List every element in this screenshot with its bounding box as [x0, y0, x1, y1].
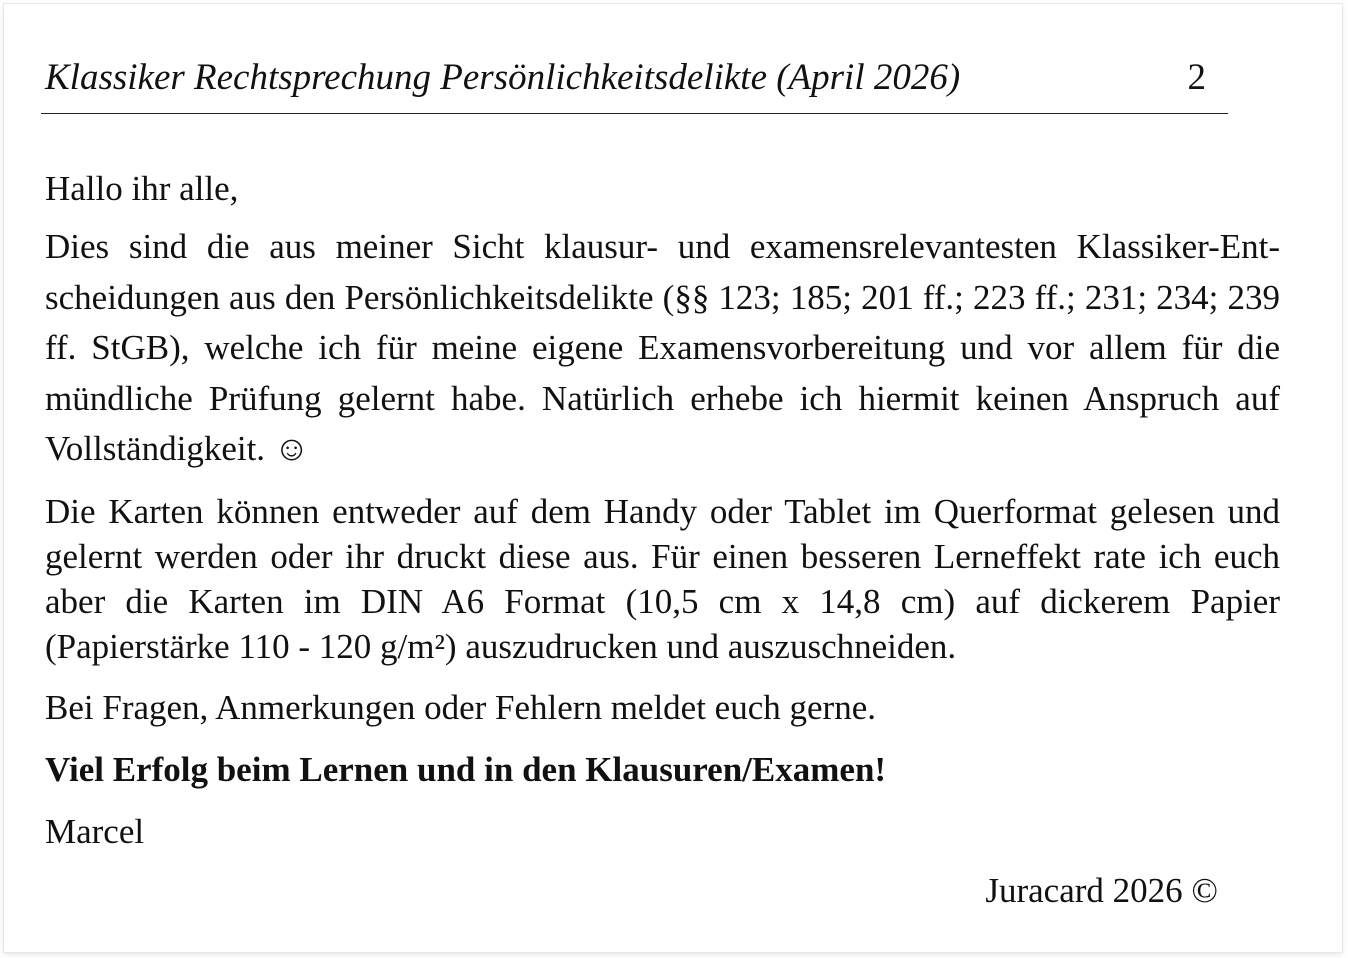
letter-body — [45, 164, 1280, 857]
page-number: 2 — [1187, 57, 1206, 98]
document-page — [4, 4, 1342, 952]
signature: Marcel — [45, 811, 145, 851]
header-title: Klassiker Rechtsprechung Persönlichkeitsdelikte (April 2026) — [45, 57, 961, 98]
closing-line: Viel Erfolg beim Lernen und in den Klausuren/Examen! — [45, 749, 887, 789]
greeting: Hallo ihr alle, — [45, 169, 239, 208]
questions-paragraph: Bei Fragen, Anmerkungen oder Fehlern meldet euch gerne. — [45, 687, 876, 727]
cards-paragraph: Die Karten können entweder auf dem Handy oder Tablet im Querformat gelesen und gelernt werden oder ihr druckt diese aus. Für einen besseren Lerneffekt rate ich euch aber die Karten im DIN A6 Format (10,5 cm x 14,8 cm) auf dickerem Papier (Papierstärke 110 - 120 g/m²) auszudrucken und auszuschneiden. — [45, 491, 1280, 666]
page-header — [41, 54, 1228, 114]
intro-paragraph: Dies sind die aus meiner Sicht klausur- und examensrelevantesten Klassiker-Entscheidungen aus den Persönlichkeitsdelikte (§§ 123; 185; 201 ff.; 223 ff.; 231; 234; 239 ff. StGB), welche ich für meine eigene Examensvorbereitung und vor allem für die mündliche Prüfung gelernt habe. Natürlich erhebe ich hiermit keinen Anspruch auf Vollständigkeit. ☺ — [45, 227, 1280, 468]
footer-copyright: Juracard 2026 © — [985, 871, 1218, 910]
